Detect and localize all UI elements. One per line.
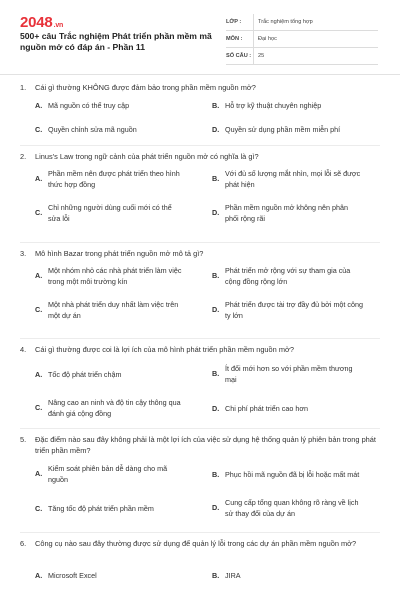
question-3 [20, 248, 380, 320]
option-d[interactable] [212, 404, 363, 415]
question-divider [20, 532, 380, 533]
option-letter: A. [35, 101, 43, 110]
question-number: 5. [20, 435, 27, 444]
document-title: 500+ câu Trắc nghiệm Phát triển phần mềm mã nguồn mở có đáp án - Phần 11 [20, 31, 212, 52]
option-b[interactable] [212, 101, 363, 112]
question-1 [20, 82, 380, 134]
option-letter: D. [212, 305, 220, 315]
question-5 [20, 434, 380, 518]
option-text: Quyền chỉnh sửa mã nguồn [48, 125, 137, 134]
option-text: JIRA [225, 571, 241, 580]
option-letter: C. [35, 125, 43, 134]
question-2 [20, 151, 380, 223]
option-letter: A. [35, 370, 43, 379]
option-text: Ít đổi mới hơn so với phần mềm thương mại [225, 364, 353, 384]
question-text: Đặc điểm nào sau đây không phải là một lợi ích của việc sử dụng hệ thống quản lý phiên bản trong phát triển phần mềm? [35, 435, 376, 455]
option-letter: C. [35, 305, 43, 315]
option-letter: B. [212, 174, 220, 184]
option-letter: D. [212, 503, 220, 513]
option-text: Phần mềm nguồn mở không nên phân phối rộng rãi [225, 203, 348, 223]
option-c[interactable] [35, 125, 186, 136]
option-a[interactable] [35, 169, 186, 190]
meta-key: MÔN : [226, 31, 254, 47]
option-a[interactable] [35, 101, 186, 112]
option-text: Phục hồi mã nguồn đã bị lỗi hoặc mất mát [225, 470, 360, 479]
option-text: Phần mềm nên được phát triển theo hình thức hợp đồng [48, 169, 180, 189]
question-divider [20, 428, 380, 429]
option-text: Tăng tốc độ phát triển phần mềm [48, 504, 154, 513]
option-a[interactable] [35, 266, 186, 287]
option-d[interactable] [212, 203, 363, 224]
option-text: Một nhà phát triển duy nhất làm việc trên một dự án [48, 300, 179, 320]
option-letter: C. [35, 504, 43, 513]
question-divider [20, 242, 380, 243]
option-c[interactable] [35, 504, 186, 515]
question-number: 3. [20, 249, 27, 258]
meta-key: SỐ CÂU : [226, 48, 254, 64]
option-a[interactable] [35, 464, 186, 485]
option-letter: C. [35, 208, 43, 218]
question-number: 2. [20, 152, 27, 161]
question-text: Cái gì thường được coi là lợi ích của mô hình phát triển phần mềm nguồn mở? [35, 345, 294, 354]
option-text: Với đủ số lượng mắt nhìn, mọi lỗi sẽ được phát hiện [225, 169, 361, 189]
option-letter: D. [212, 125, 220, 134]
question-text: Công cụ nào sau đây thường được sử dụng để quản lý lỗi trong các dự án phần mềm nguồn mở? [35, 539, 357, 548]
question-text: Mô hình Bazar trong phát triển nguồn mở mô tả gì? [35, 249, 204, 258]
site-logo[interactable] [20, 14, 63, 31]
question-number: 6. [20, 539, 27, 548]
option-text: Tốc độ phát triển chậm [48, 370, 122, 379]
option-text: Nâng cao an ninh và độ tin cậy thông qua đánh giá cộng đồng [48, 398, 181, 418]
option-letter: B. [212, 271, 220, 281]
option-b[interactable] [212, 470, 377, 481]
logo-main: 2048 [20, 14, 53, 31]
option-c[interactable] [35, 398, 186, 419]
option-a[interactable] [35, 571, 186, 582]
question-number: 4. [20, 345, 27, 354]
meta-row-subject [226, 31, 378, 48]
option-letter: D. [212, 208, 220, 218]
meta-row-class [226, 14, 378, 31]
option-d[interactable] [212, 300, 363, 321]
option-c[interactable] [35, 203, 186, 224]
option-letter: A. [35, 571, 43, 580]
question-divider [20, 338, 380, 339]
option-text: Kiểm soát phiên bản dễ dàng cho mã nguồn [48, 464, 168, 484]
document-header [0, 0, 400, 70]
meta-key: LỚP : [226, 14, 254, 30]
option-text: Chi phí phát triển cao hơn [225, 404, 309, 413]
option-d[interactable] [212, 498, 363, 519]
option-letter: A. [35, 469, 43, 479]
option-d[interactable] [212, 125, 363, 136]
option-letter: B. [212, 101, 220, 110]
logo-suffix: .vn [53, 22, 64, 29]
option-c[interactable] [35, 300, 186, 321]
meta-row-count [226, 48, 378, 65]
option-letter: B. [212, 470, 220, 479]
question-4 [20, 344, 380, 418]
meta-table [226, 14, 378, 65]
option-text: Cung cấp tổng quan không rõ ràng về lịch sử thay đổi của dự án [225, 498, 359, 518]
question-text: Cái gì thường KHÔNG được đảm bảo trong phần mềm nguồn mở? [35, 83, 256, 92]
question-divider [20, 145, 380, 146]
meta-value: Trắc nghiệm tổng hợp [258, 19, 313, 25]
option-text: Phát triển được tài trợ đầy đủ bởi một công ty lớn [225, 300, 364, 320]
option-b[interactable] [212, 571, 363, 582]
option-letter: A. [35, 174, 43, 184]
header-divider [0, 74, 400, 75]
question-6 [20, 538, 380, 580]
option-text: Hỗ trợ kỹ thuật chuyên nghiệp [225, 101, 322, 110]
option-text: Quyền sử dụng phần mềm miễn phí [225, 125, 341, 134]
option-letter: D. [212, 404, 220, 413]
meta-value: 25 [258, 53, 265, 59]
option-letter: B. [212, 571, 220, 580]
option-b[interactable] [212, 266, 363, 287]
option-a[interactable] [35, 370, 186, 381]
option-letter: B. [212, 369, 220, 379]
meta-value: Đại học [258, 36, 277, 42]
option-text: Một nhóm nhỏ các nhà phát triển làm việc trong một môi trường kín [48, 266, 182, 286]
question-text: Linus's Law trong ngữ cảnh của phát triển nguồn mở có nghĩa là gì? [35, 152, 259, 161]
option-b[interactable] [212, 364, 363, 385]
option-letter: A. [35, 271, 43, 281]
option-text: Mã nguồn có thể truy cập [48, 101, 130, 110]
option-text: Phát triển mở rộng với sự tham gia của cộng đồng rộng lớn [225, 266, 351, 286]
option-text: Chỉ những người dùng cuối mới có thể sửa lỗi [48, 203, 172, 223]
option-text: Microsoft Excel [48, 571, 97, 580]
option-b[interactable] [212, 169, 363, 190]
option-letter: C. [35, 403, 43, 413]
question-number: 1. [20, 83, 27, 92]
